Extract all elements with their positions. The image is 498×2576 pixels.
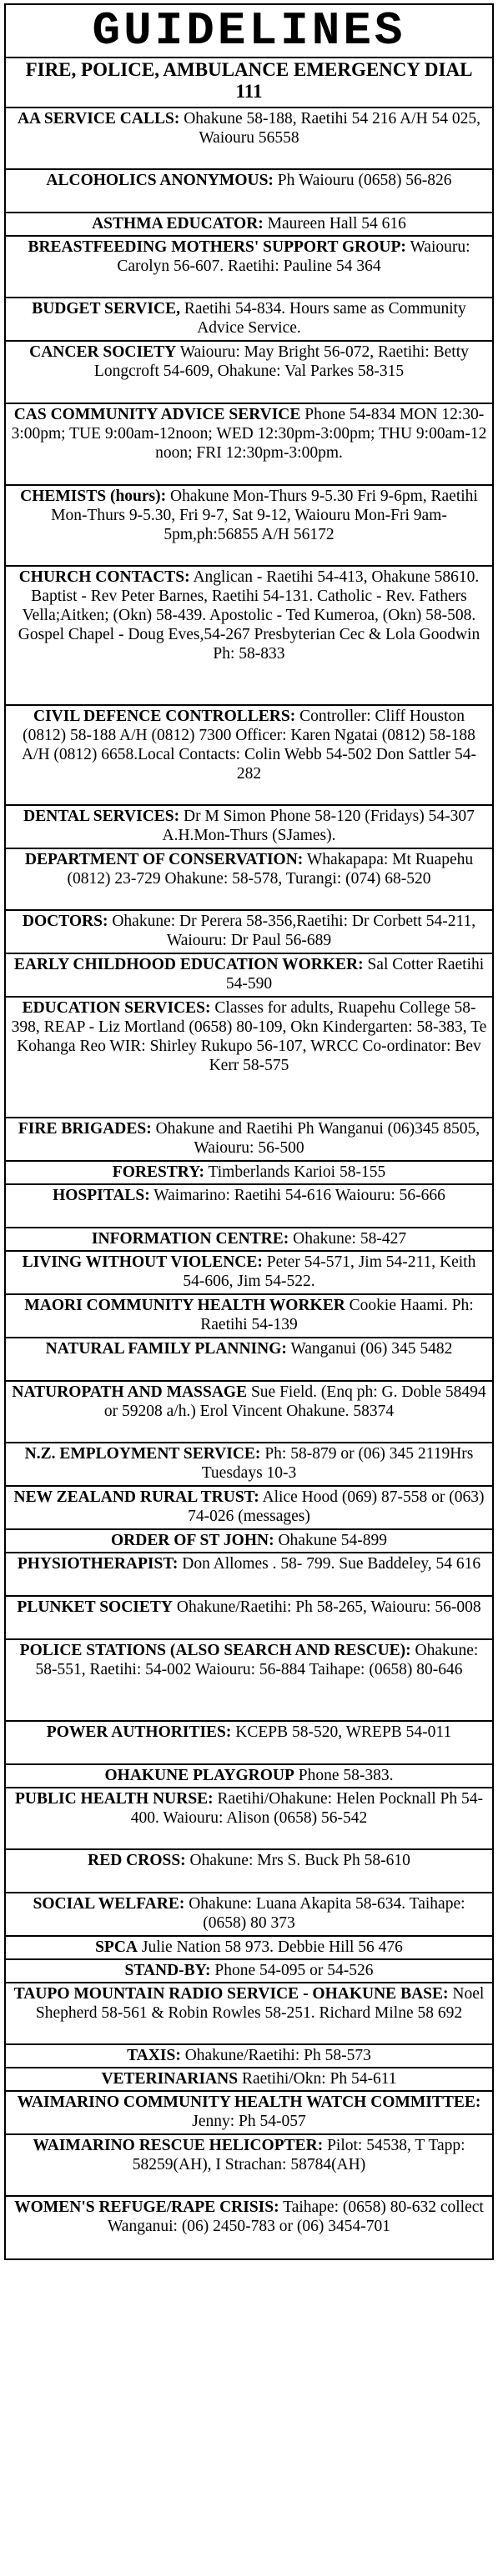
entry-rescue-helicopter [6,2135,492,2197]
entry-details: Ohakune: 58-551, Raetihi: 54-002 Waiouru: 56-884 Taihape: (0658) 80-646 [35,1642,479,1678]
entry-details: Ohakune 58-188, Raetihi 54 216 A/H 54 025, Waiouru 56558 [184,110,481,147]
entry-heading: CANCER SOCIETY [29,343,177,361]
entry-playgroup [6,1765,492,1788]
entry-heading: CAS COMMUNITY ADVICE SERVICE [13,406,301,423]
entry-heading: NATUROPATH AND MASSAGE [12,1383,248,1401]
entry-police [6,1640,492,1722]
entry-heading: WOMEN'S REFUGE/RAPE CRISIS: [14,2198,279,2216]
entry-heading: FIRE, POLICE, AMBULANCE EMERGENCY DIAL 111 [25,59,473,102]
entry-heading: POLICE STATIONS (ALSO SEARCH AND RESCUE): [19,1642,411,1659]
entry-heading: WAIMARINO COMMUNITY HEALTH WATCH COMMITTEE: [17,2093,481,2111]
entry-details: Waimarino: Raetihi 54-616 Waiouru: 56-666 [153,1187,445,1204]
entry-heading: TAXIS: [127,2047,181,2064]
entry-details: Sue Field. (Enq ph: G. Doble 58494 or 59208 a/h.) Erol Vincent Ohakune. 58374 [103,1383,486,1420]
entry-heading: CHURCH CONTACTS: [18,568,190,586]
entry-emergency [6,58,492,108]
entry-naturopath [6,1382,492,1443]
entry-fire-brigades [6,1118,492,1162]
entry-heading: POWER AUTHORITIES: [46,1723,232,1741]
entry-details: Ohakune: Dr Perera 58-356,Raetihi: Dr Corbett 54-211, Waiouru: Dr Paul 56-689 [112,913,476,949]
entry-conservation [6,849,492,911]
entry-employment-service [6,1443,492,1487]
entry-details: Classes for adults, Ruapehu College 58-398, REAP - Liz Mortland (0658) 80-109, Okn Kindergarten: 58-383, Te Kohanga Reo WIR: Shirley Rukupo 56-107, WRCC Co-ordinator: Bev Kerr 58-575 [11,999,487,1074]
entry-social-welfare [6,1893,492,1937]
entry-heading: SPCA [95,1938,138,1956]
entry-details: Wanganui (06) 345 5482 [290,1340,453,1358]
entry-chemists [6,486,492,567]
entry-heading: ASTHMA EDUCATOR: [92,215,264,233]
entry-details: Alice Hood (069) 87-558 or (063) 74-026 (messages) [188,1488,485,1525]
entry-breastfeeding [6,237,492,298]
entry-power [6,1722,492,1765]
entry-heading: FIRE BRIGADES: [18,1120,152,1138]
entry-church-contacts [6,567,492,706]
entry-details: Cookie Haami. Ph: Raetihi 54-139 [200,1297,474,1333]
entry-natural-family-planning [6,1338,492,1382]
entry-womens-refuge [6,2197,492,2258]
entry-heading: DENTAL SERVICES: [23,808,180,825]
entry-information-centre [6,1228,492,1252]
entry-hospitals [6,1185,492,1228]
entry-details: Raetihi 54-834. Hours same as Community Advice Service. [184,300,466,337]
entry-rural-trust [6,1487,492,1530]
entry-details: Raetihi/Ohakune: Helen Pocknall Ph 54-400. Waiouru: Alison (0658) 56-542 [130,1790,483,1827]
entry-details: Dr M Simon Phone 58-120 (Fridays) 54-307 A.H.Mon-Thurs (SJames). [162,808,475,844]
entry-veterinarians [6,2068,492,2092]
entry-heading: PUBLIC HEALTH NURSE: [15,1790,214,1808]
entry-maori-health [6,1295,492,1338]
entry-details: Ph Waiouru (0658) 56-826 [277,172,452,189]
entry-details: Sal Cotter Raetihi 54-590 [225,956,485,993]
entry-details: Raetihi/Okn: Ph 54-611 [241,2070,397,2088]
entry-details: Jenny: Ph 54-057 [192,2113,306,2130]
entry-heading: HOSPITALS: [53,1187,150,1204]
entry-cas-advice [6,404,492,486]
entry-heading: ALCOHOLICS ANONYMOUS: [46,172,274,189]
entry-dental-services [6,806,492,849]
entry-heading: SOCIAL WELFARE: [33,1895,185,1913]
entry-details: Ohakune: Luana Akapita 58-634. Taihape: (0658) 80 373 [189,1895,465,1932]
entry-spca [6,1937,492,1960]
entry-heading: PHYSIOTHERAPIST: [17,1555,179,1573]
entry-heading: EDUCATION SERVICES: [22,999,211,1017]
entry-heading: BUDGET SERVICE, [32,300,180,318]
entry-details: Ohakune: Mrs S. Buck Ph 58-610 [189,1852,410,1869]
entry-taupo-radio [6,1983,492,2045]
entry-education-services [6,998,492,1118]
entry-civil-defence [6,706,492,806]
entry-details: KCEPB 58-520, WREPB 54-011 [235,1723,452,1741]
entry-details: Ohakune: 58-427 [293,1230,407,1248]
page-title: GUIDELINES [6,5,492,58]
entry-cancer-society [6,342,492,404]
entry-details: Waiouru: May Bright 56-072, Raetihi: Betty Longcroft 54-609, Ohakune: Val Parkes 58-315 [93,343,469,380]
entry-details: Phone 58-383. [298,1767,394,1784]
entry-public-health-nurse [6,1788,492,1850]
entry-details: Peter 54-571, Jim 54-211, Keith 54-606, Jim 54-522. [183,1253,476,1290]
entry-details: Anglican - Raetihi 54-413, Ohakune 58610. Baptist - Rev Peter Barnes, Raetihi 54-131. Catholic - Rev. Fathers Vella;Aitken; (Okn) 58-439. Apostolic - Ted Kumeroa, (Okn) 58-508. Gospel Chapel - Doug Eves,54-267 Presbyterian Cec & Lola Goodwin Ph: 58-833 [18,568,480,663]
entry-stand-by [6,1960,492,1983]
entry-budget-service [6,298,492,342]
entry-details: Maureen Hall 54 616 [267,215,406,233]
entry-details: Ph: 58-879 or (06) 345 2119Hrs Tuesdays 10-3 [201,1445,474,1482]
entry-heading: DOCTORS: [22,913,108,930]
entry-heading: N.Z. EMPLOYMENT SERVICE: [24,1445,261,1463]
entry-heading: MAORI COMMUNITY HEALTH WORKER [24,1297,345,1314]
entry-heading: AA SERVICE CALLS: [17,110,180,128]
entry-details: Phone 54-834 MON 12:30-3:00pm; TUE 9:00am-12noon; WED 12:30pm-3:00pm; THU 9:00am-12 noon; FRI 12:30pm-3:00pm. [11,406,487,462]
entry-heading: OHAKUNE PLAYGROUP [104,1767,294,1784]
entry-heading: NEW ZEALAND RURAL TRUST: [13,1488,259,1506]
entry-details: Controller: Cliff Houston (0812) 58-188 A/H (0812) 7300 Officer: Karen Ngatai (0812) 58-188 A/H (0812) 6658.Local Contacts: Colin Webb 54-502 Don Sattler 54-282 [21,708,477,783]
entry-heading: WAIMARINO RESCUE HELICOPTER: [33,2137,324,2154]
entry-red-cross [6,1850,492,1893]
entry-details: Noel Shepherd 58-561 & Robin Rowles 58-251. Richard Milne 58 692 [35,1985,485,2022]
entries-list [6,58,492,2258]
entry-heading: EARLY CHILDHOOD EDUCATION WORKER: [13,956,364,973]
entry-alcoholics-anonymous [6,170,492,213]
entry-details: Pilot: 54538, T Tapp: 58259(AH), I Strachan: 58784(AH) [132,2137,465,2173]
entry-plunket [6,1597,492,1640]
entry-heading: NATURAL FAMILY PLANNING: [45,1340,287,1358]
entry-details: Ohakune and Raetihi Ph Wanganui (06)345 8505, Waiouru: 56-500 [155,1120,480,1157]
entry-heading: STAND-BY: [124,1962,211,1979]
entry-heading: TAUPO MOUNTAIN RADIO SERVICE - OHAKUNE BASE: [13,1985,449,2003]
entry-asthma-educator [6,213,492,237]
entry-health-watch [6,2092,492,2135]
entry-physiotherapist [6,1553,492,1597]
guidelines-directory [4,3,494,2260]
entry-heading: VETERINARIANS [101,2070,239,2088]
entry-heading: BREASTFEEDING MOTHERS' SUPPORT GROUP: [28,238,406,256]
entry-heading: RED CROSS: [88,1852,186,1869]
entry-heading: FORESTRY: [112,1163,204,1181]
entry-taxis [6,2045,492,2068]
entry-details: Don Allomes . 58- 799. Sue Baddeley, 54 616 [182,1555,481,1573]
entry-doctors [6,911,492,954]
entry-heading: LIVING WITHOUT VIOLENCE: [22,1253,263,1271]
entry-details: Ohakune 54-899 [278,1532,387,1549]
entry-details: Taihape: (0658) 80-632 collect Wanganui: (06) 2450-783 or (06) 3454-701 [107,2198,484,2235]
entry-heading: DEPARTMENT OF CONSERVATION: [24,851,304,868]
entry-heading: CIVIL DEFENCE CONTROLLERS: [33,708,296,725]
entry-details: Whakapapa: Mt Ruapehu (0812) 23-729 Ohakune: 58-578, Turangi: (074) 68-520 [67,851,474,888]
entry-details: Ohakune Mon-Thurs 9-5.30 Fri 9-6pm, Raetihi Mon-Thurs 9-5.30, Fri 9-7, Sat 9-12, Waiouru Mon-Fri 9am-5pm,ph:56855 A/H 56172 [51,488,478,543]
entry-living-without-violence [6,1252,492,1295]
entry-details: Ohakune/Raetihi: Ph 58-265, Waiouru: 56-008 [176,1598,481,1616]
entry-heading: INFORMATION CENTRE: [91,1230,289,1248]
entry-details: Waiouru: Carolyn 56-607. Raetihi: Pauline 54 364 [117,238,470,275]
entry-heading: CHEMISTS (hours): [20,488,167,505]
entry-forestry [6,1162,492,1185]
entry-details: Timberlands Karioi 58-155 [208,1163,386,1181]
entry-details: Phone 54-095 or 54-526 [214,1962,374,1979]
entry-heading: ORDER OF ST JOHN: [111,1532,274,1549]
entry-details: Ohakune/Raetihi: Ph 58-573 [184,2047,371,2064]
entry-heading: PLUNKET SOCIETY [17,1598,173,1616]
entry-early-childhood [6,954,492,998]
entry-details: Julie Nation 58 973. Debbie Hill 56 476 [141,1938,403,1956]
entry-st-john [6,1530,492,1553]
entry-aa-service [6,108,492,170]
